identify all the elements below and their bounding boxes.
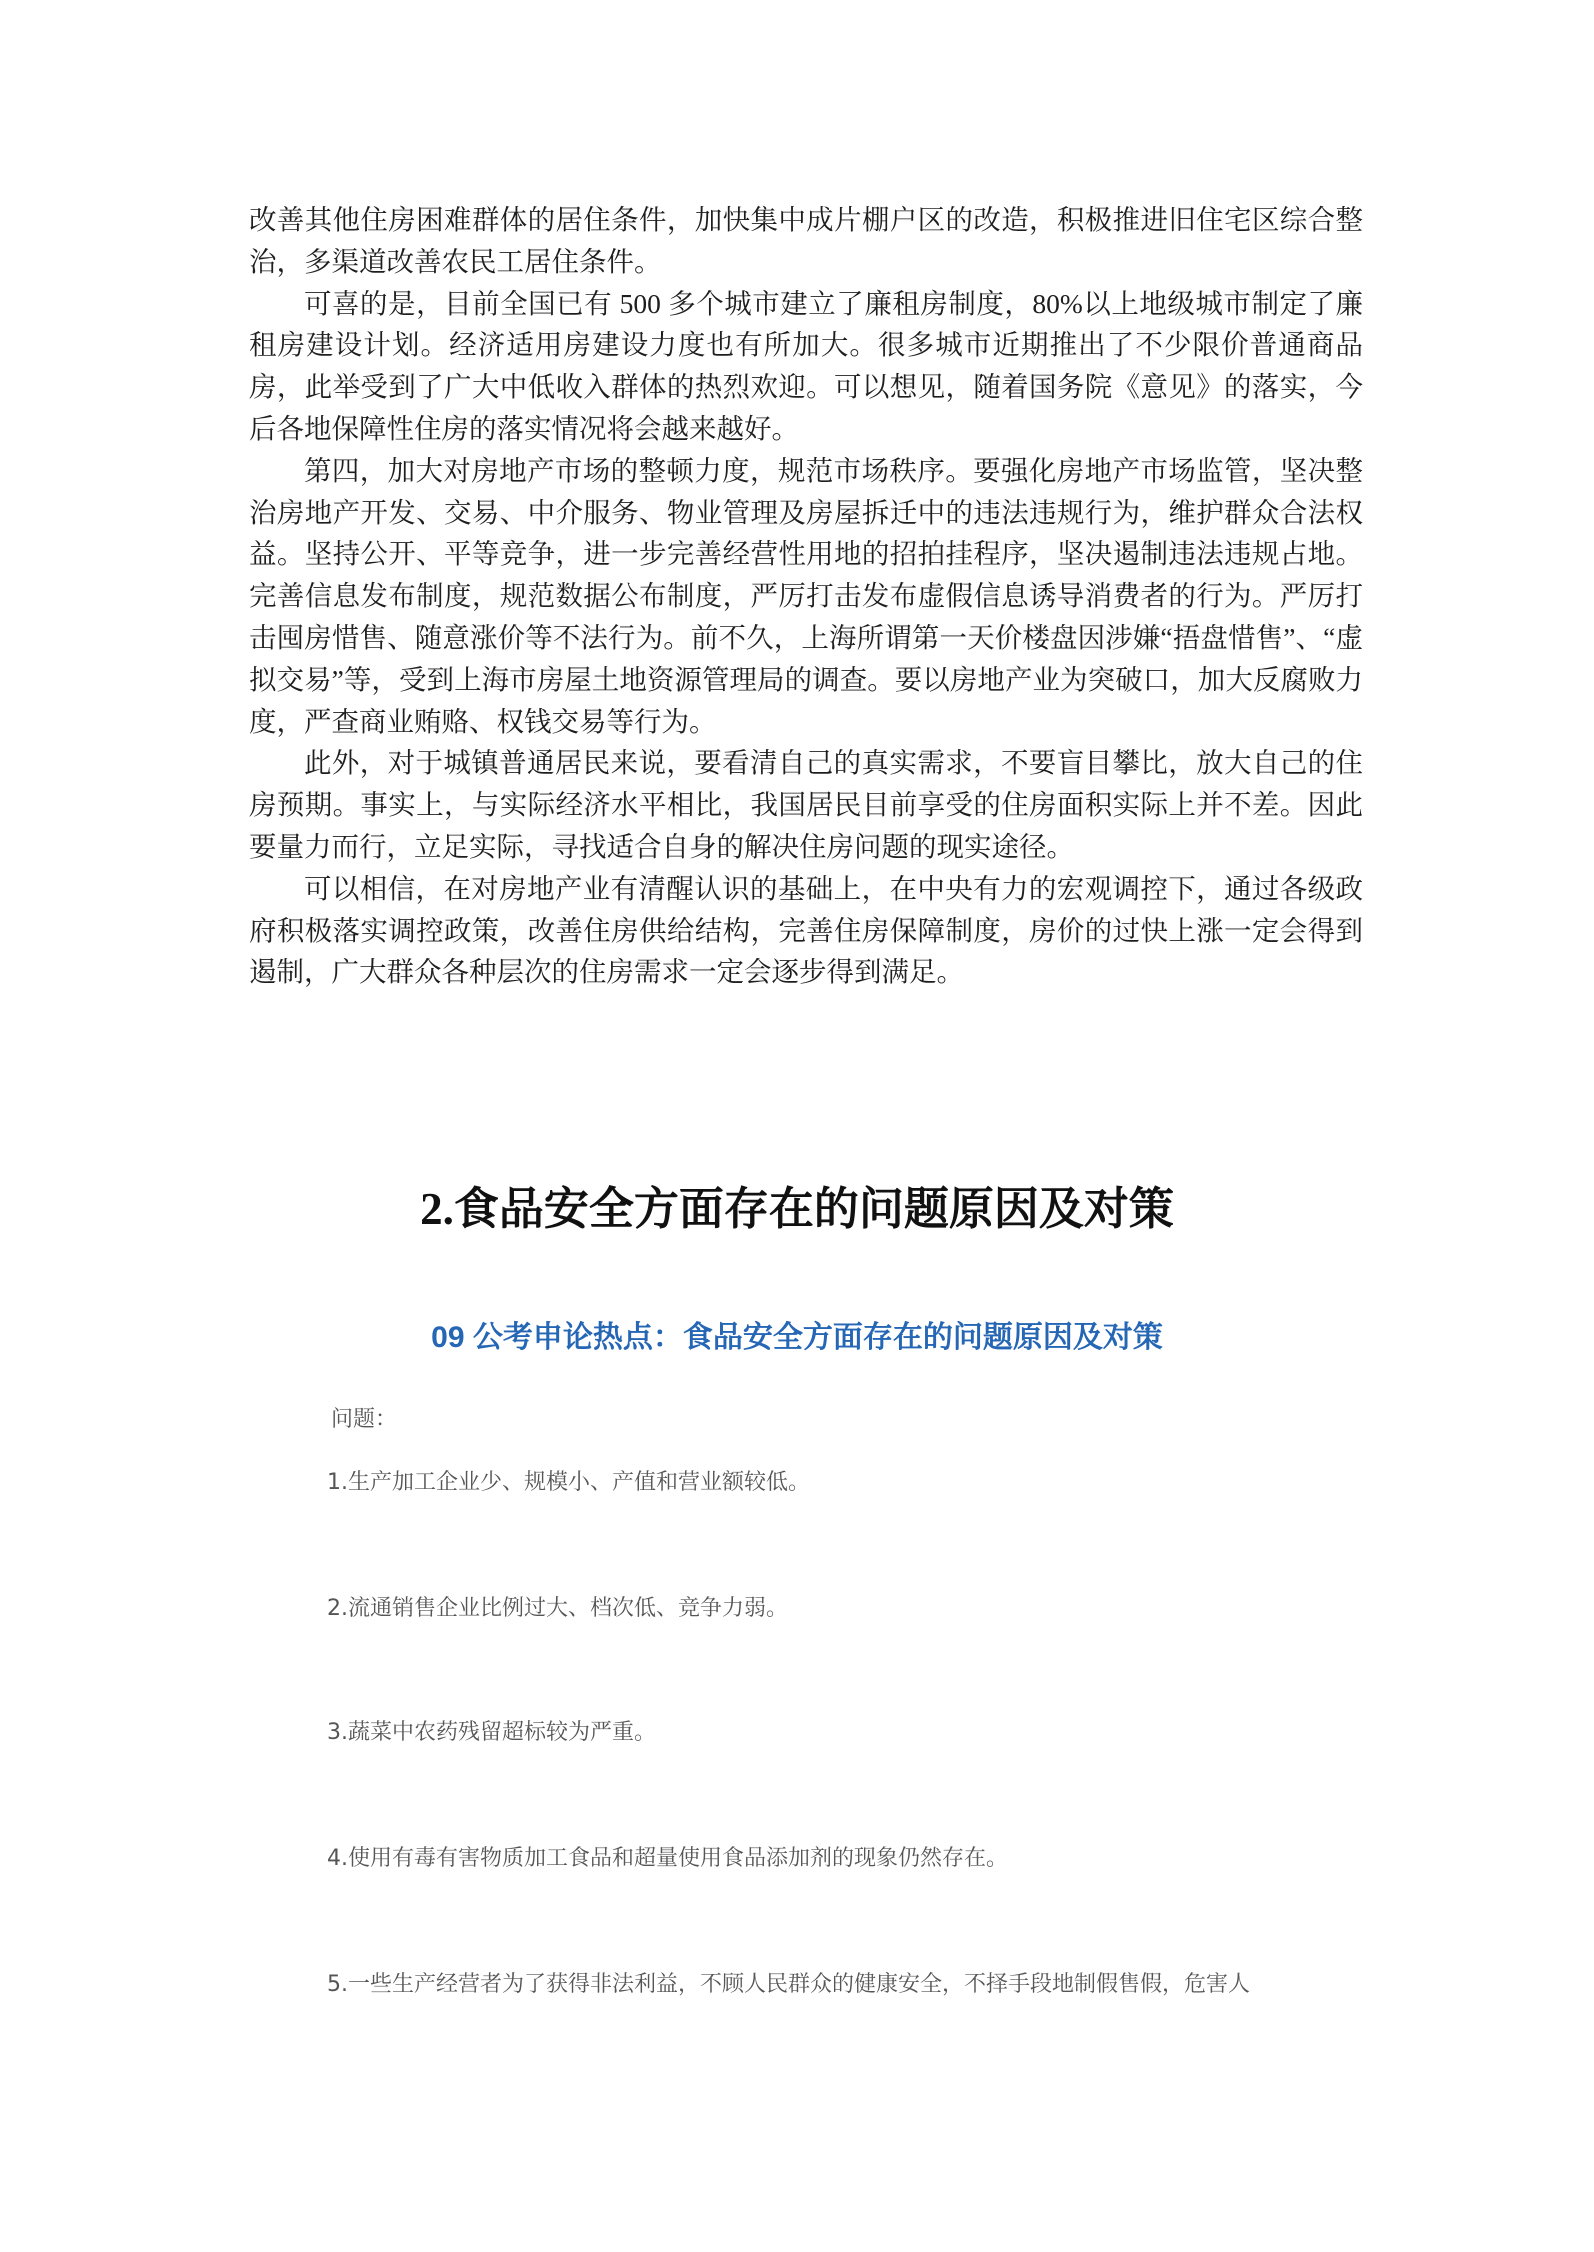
paragraph-continuation: 改善其他住房困难群体的居住条件，加快集中成片棚户区的改造，积极推进旧住宅区综合整治，多渠道改善农民工居住条件。 [249,204,1363,277]
problem-item: 1.生产加工企业少、规模小、产值和营业额较低。 [327,1470,810,1495]
paragraph: 第四，加大对房地产市场的整顿力度，规范市场秩序。要强化房地产市场监管，坚决整治房地产开发、交易、中介服务、物业管理及房屋拆迁中的违法违规行为，维护群众合法权益。坚持公开、平等竞争，进一步完善经营性用地的招拍挂程序，坚决遏制违法违规占地。完善信息发布制度，规范数据公布制度，严厉打击发布虚假信息诱导消费者的行为。严厉打击囤房惜售、随意涨价等不法行为。前不久，上海所谓第一天价楼盘因涉嫌“捂盘惜售”、“虚拟交易”等，受到上海市房屋土地资源管理局的调查。要以房地产业为突破口，加大反腐败力度，严查商业贿赂、权钱交易等行为。 [249,454,1363,737]
problems-label: 问题： [331,1407,398,1432]
problem-item: 5.一些生产经营者为了获得非法利益，不顾人民群众的健康安全，不择手段地制假售假，危害人 [327,1972,1250,1997]
subheading: 09 公考申论热点：食品安全方面存在的问题原因及对策 [431,1321,1163,1354]
article-body [249,199,1363,993]
paragraph: 可以相信，在对房地产业有清醒认识的基础上，在中央有力的宏观调控下，通过各级政府积极落实调控政策，改善住房供给结构，完善住房保障制度，房价的过快上涨一定会得到遏制，广大群众各种层次的住房需求一定会逐步得到满足。 [249,872,1363,988]
paragraph: 可喜的是，目前全国已有 500 多个城市建立了廉租房制度，80%以上地级城市制定了廉租房建设计划。经济适用房建设力度也有所加大。很多城市近期推出了不少限价普通商品房，此举受到了广大中低收入群体的热烈欢迎。可以想见，随着国务院《意见》的落实，今后各地保障性住房的落实情况将会越来越好。 [249,287,1363,444]
problem-item: 4.使用有毒有害物质加工食品和超量使用食品添加剂的现象仍然存在。 [327,1846,1008,1871]
paragraph: 此外，对于城镇普通居民来说，要看清自己的真实需求，不要盲目攀比，放大自己的住房预期。事实上，与实际经济水平相比，我国居民目前享受的住房面积实际上并不差。因此要量力而行，立足实际，寻找适合自身的解决住房问题的现实途径。 [249,747,1363,862]
section-heading: 2.食品安全方面存在的问题原因及对策 [420,1184,1174,1234]
problem-item: 2.流通销售企业比例过大、档次低、竞争力弱。 [327,1596,788,1621]
problem-item: 3.蔬菜中农药残留超标较为严重。 [327,1720,656,1745]
